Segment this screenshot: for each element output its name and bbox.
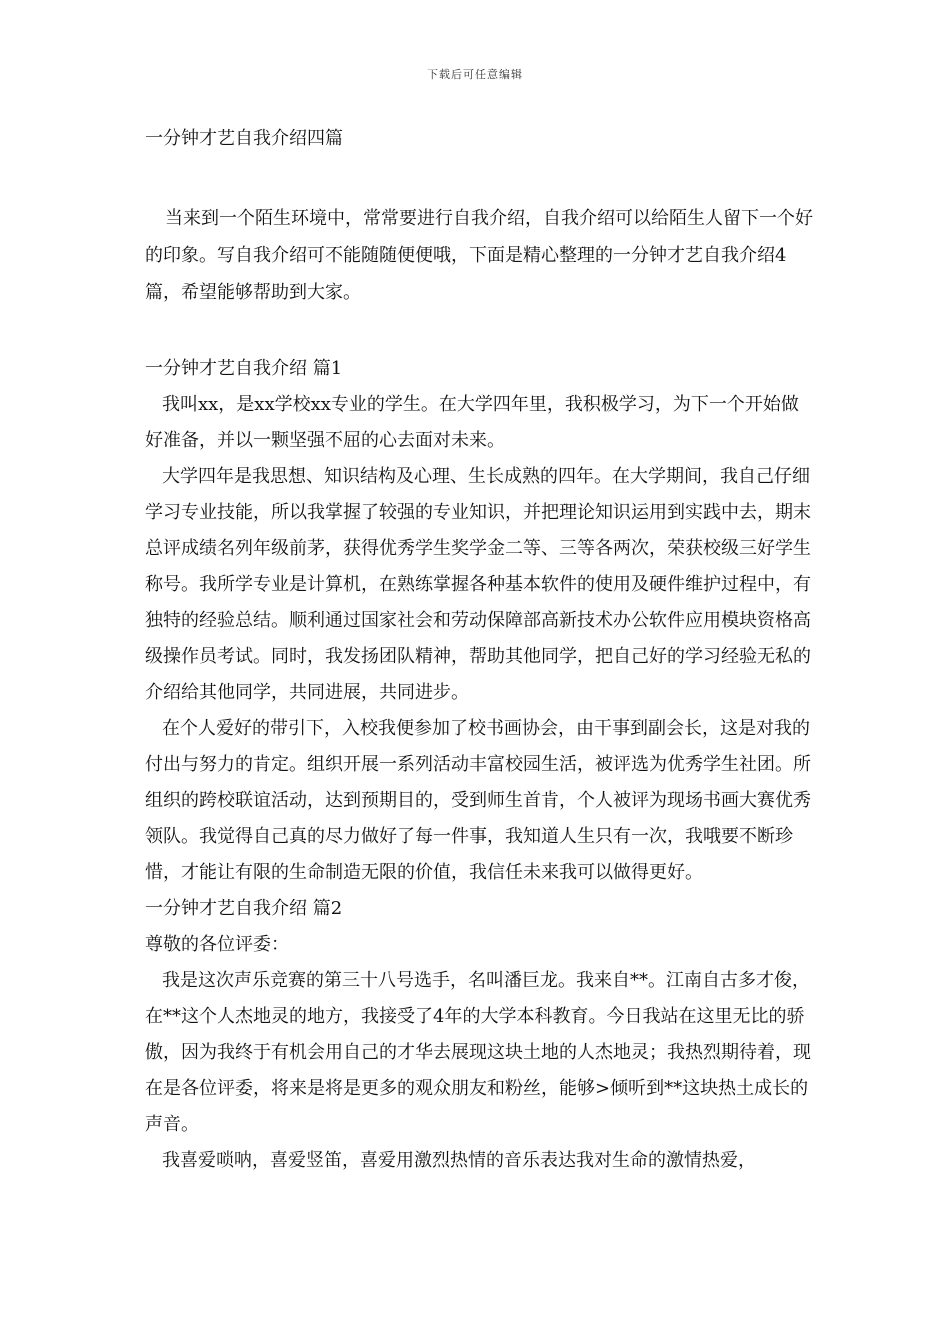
section-1-paragraph: 大学四年是我思想、知识结构及心理、生长成熟的四年。在大学期间，我自己仔细学习专业技能，所以我掌握了较强的专业知识，并把理论知识运用到实践中去，期末总评成绩名列年级前茅，获得优秀学生奖学金二等、三等各两次，荣获校级三好学生称号。我所学专业是计算机，在熟练掌握各种基本软件的使用及硬件维护过程中，有独特的经验总结。顺利通过国家社会和劳动保障部高新技术办公软件应用模块资格高级操作员考试。同时，我发扬团队精神，帮助其他同学，把自己好的学习经验无私的介绍给其他同学，共同进展，共同进步。 [145, 466, 811, 703]
intro-paragraph: 当来到一个陌生环境中，常常要进行自我介绍，自我介绍可以给陌生人留下一个好的印象。写自我介绍可不能随随便便哦，下面是精心整理的一分钟才艺自我介绍4篇，希望能够帮助到大家。 [145, 208, 813, 303]
section-1-paragraph: 在个人爱好的带引下，入校我便参加了校书画协会，由干事到副会长，这是对我的付出与努力的肯定。组织开展一系列活动丰富校园生活，被评选为优秀学生社团。所组织的跨校联谊活动，达到预期目的，受到师生首肯，个人被评为现场书画大赛优秀领队。我觉得自己真的尽力做好了每一件事，我知道人生只有一次，我哦要不断珍惜，才能让有限的生命制造无限的价值，我信任未来我可以做得更好。 [145, 718, 811, 883]
header-note: 下载后可任意编辑 [427, 68, 523, 81]
section-1-paragraph: 我叫xx，是xx学校xx专业的学生。在大学四年里，我积极学习，为下一个开始做好准备，并以一颗坚强不屈的心去面对未来。 [145, 394, 799, 451]
section-2-heading: 一分钟才艺自我介绍 篇2 [145, 898, 343, 919]
section-2-paragraph: 我喜爱唢呐，喜爱竖笛，喜爱用激烈热情的音乐表达我对生命的激情热爱， [162, 1150, 756, 1171]
section-2-salutation: 尊敬的各位评委： [145, 934, 289, 955]
document-body [145, 124, 813, 1179]
section-2-paragraph: 我是这次声乐竞赛的第三十八号选手，名叫潘巨龙。我来自**。江南自古多才俊，在**这个人杰地灵的地方，我接受了4年的大学本科教育。今日我站在这里无比的骄傲，因为我终于有机会用自己的才华去展现这块土地的人杰地灵；我热烈期待着，现在是各位评委，将来是将是更多的观众朋友和粉丝，能够>倾听到**这块热土成长的声音。 [145, 970, 811, 1135]
section-1-heading: 一分钟才艺自我介绍 篇1 [145, 358, 343, 379]
document-title: 一分钟才艺自我介绍四篇 [145, 128, 343, 149]
